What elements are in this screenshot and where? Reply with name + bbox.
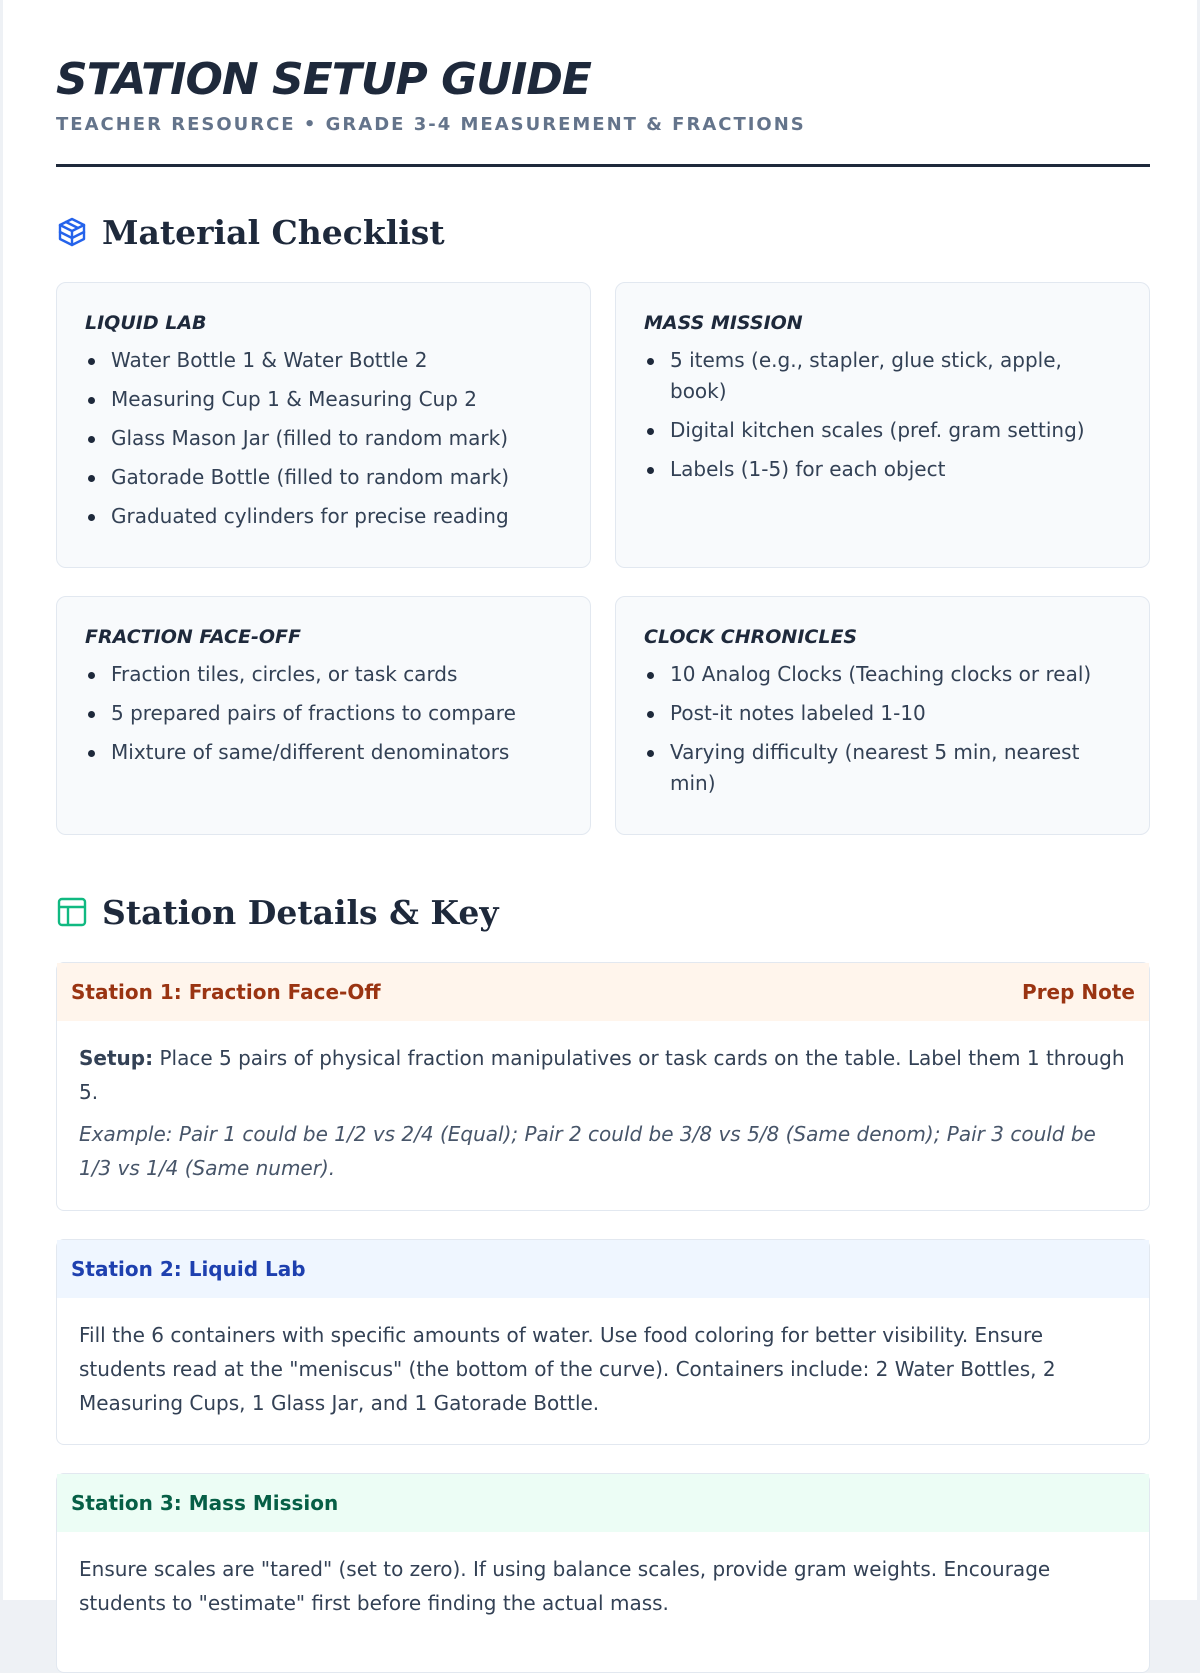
card-title: MASS MISSION xyxy=(644,312,803,334)
setup-label: Setup: xyxy=(79,1046,154,1070)
checklist-card-fraction-face-off xyxy=(56,596,591,835)
header-divider xyxy=(56,164,1150,167)
card-title: LIQUID LAB xyxy=(85,312,207,334)
prep-note-tag: Prep Note xyxy=(1022,980,1135,1004)
station-text: Fill the 6 containers with specific amounts of water. Use food coloring for better visibility. Ensure students read at the "meniscus" (the bottom of the curve). Containers include: 2 Water Bottles, 2 Measuring Cups, 1 Glass Jar, and 1 Gatorade Bottle. xyxy=(79,1323,1056,1415)
layout-icon xyxy=(56,896,88,928)
checklist-card-clock-chronicles xyxy=(615,596,1150,835)
station-header xyxy=(57,963,1149,1021)
station-text: Ensure scales are "tared" (set to zero). If using balance scales, provide gram weights. Encourage students to "estimate" first before finding the actual mass. xyxy=(79,1557,1051,1615)
list-item: Fraction tiles, circles, or task cards xyxy=(85,659,562,690)
list-item: Water Bottle 1 & Water Bottle 2 xyxy=(85,345,562,376)
card-title: FRACTION FACE-OFF xyxy=(85,626,301,648)
list-item: Graduated cylinders for precise reading xyxy=(85,501,562,532)
list-item: Gatorade Bottle (filled to random mark) xyxy=(85,462,562,493)
station-header xyxy=(57,1474,1149,1532)
card-title: CLOCK CHRONICLES xyxy=(644,626,858,648)
list-item: Mixture of same/different denominators xyxy=(85,737,562,768)
list-item: 5 prepared pairs of fractions to compare xyxy=(85,698,562,729)
example-text: Example: Pair 1 could be 1/2 vs 2/4 (Equal); Pair 2 could be 3/8 vs 5/8 (Same denom); Pair 3 could be 1/3 vs 1/4 (Same numer). xyxy=(79,1122,1096,1180)
station-title: Station 1: Fraction Face-Off xyxy=(71,980,381,1004)
list-item: Post-it notes labeled 1-10 xyxy=(644,698,1121,729)
page xyxy=(3,0,1197,1615)
setup-text: Place 5 pairs of physical fraction manipulatives or task cards on the table. Label them 1 through 5. xyxy=(79,1046,1125,1104)
material-checklist-heading xyxy=(56,212,445,252)
document-header xyxy=(56,52,1150,136)
list-item: Digital kitchen scales (pref. gram setting) xyxy=(644,415,1121,446)
checklist-card-mass-mission xyxy=(615,282,1150,568)
list-item: Glass Mason Jar (filled to random mark) xyxy=(85,423,562,454)
checklist-card-liquid-lab xyxy=(56,282,591,568)
station-body xyxy=(57,1532,1149,1640)
station-title: Station 2: Liquid Lab xyxy=(71,1257,306,1281)
station-header xyxy=(57,1240,1149,1298)
list-item: Measuring Cup 1 & Measuring Cup 2 xyxy=(85,384,562,415)
box-icon xyxy=(56,216,88,248)
list-item: 10 Analog Clocks (Teaching clocks or real) xyxy=(644,659,1121,690)
list-item: Labels (1-5) for each object xyxy=(644,454,1121,485)
station-card-2 xyxy=(56,1239,1150,1445)
section-title: Station Details & Key xyxy=(102,892,499,932)
document-subtitle: TEACHER RESOURCE • GRADE 3-4 MEASUREMENT & FRACTIONS xyxy=(56,114,806,135)
station-card-3 xyxy=(56,1473,1150,1673)
station-title: Station 3: Mass Mission xyxy=(71,1491,339,1515)
station-body xyxy=(57,1298,1149,1440)
section-title: Material Checklist xyxy=(102,212,445,252)
station-body xyxy=(57,1021,1149,1205)
document-title: STATION SETUP GUIDE xyxy=(56,54,591,105)
list-item: Varying difficulty (nearest 5 min, nearest min) xyxy=(644,737,1121,799)
station-card-1 xyxy=(56,962,1150,1211)
station-details-heading xyxy=(56,892,499,932)
list-item: 5 items (e.g., stapler, glue stick, apple, book) xyxy=(644,345,1121,407)
setup-paragraph xyxy=(79,1041,1127,1109)
